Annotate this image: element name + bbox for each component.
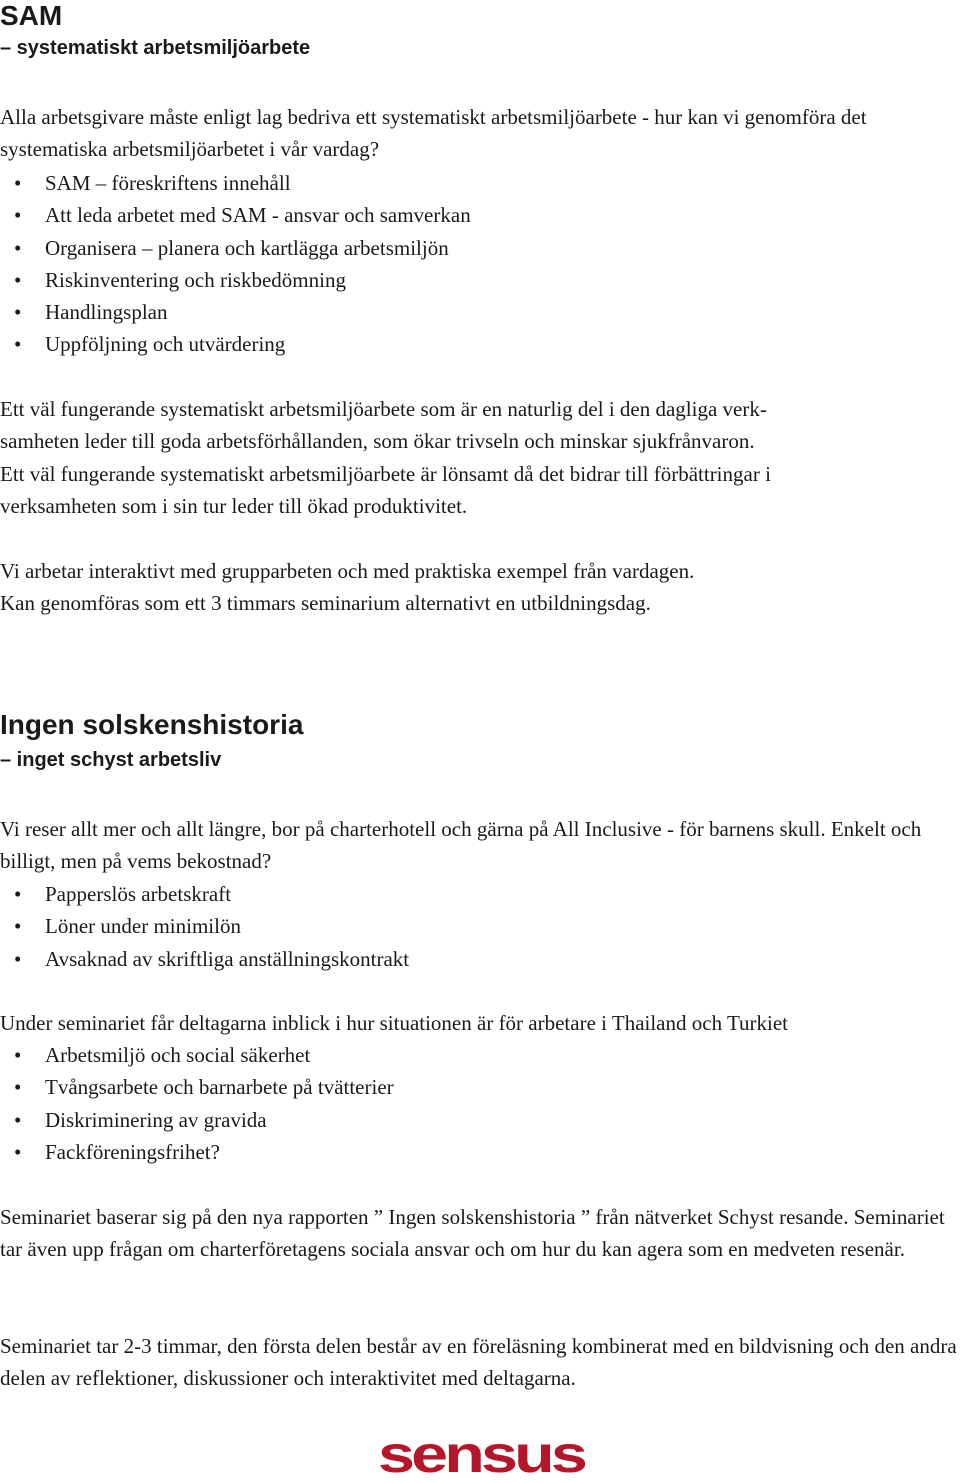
list-item: • SAM – föreskriftens innehåll [0,167,471,199]
list-item: • Löner under minimilön [0,910,409,942]
list-item: • Riskinventering och riskbedömning [0,264,471,296]
bullet-icon: • [14,267,22,292]
section-title-solskenshistoria: Ingen solskenshistoria [0,709,304,740]
bullet-icon: • [14,882,22,906]
bullet-icon: • [14,914,22,939]
bullet-icon: • [14,235,22,260]
bullet-icon: • [14,1043,22,1067]
list-item: • Handlingsplan [0,296,471,328]
section-subtitle-sam: – systematiskt arbetsmiljöarbete [0,37,311,59]
list-item: • Diskriminering av gravida [0,1104,394,1136]
list-item: • Organisera – planera och kartlägga arbetsmiljön [0,232,471,264]
sensus-logo [376,1432,586,1476]
bullet-icon: • [14,203,22,228]
bullet-icon: • [14,1139,22,1164]
seminar-duration-paragraph: Seminariet tar 2-3 timmar, den första delen består av en föreläsning kombinerat med en bildvisning och den andra delen av reflektioner, diskussioner och interaktivitet med deltagarna. [0,1334,957,1391]
bullet-icon: • [14,171,22,195]
sam-benefits-paragraph: Ett väl fungerande systematiskt arbetsmiljöarbete som är en naturlig del i den dagliga verk- samheten leder till goda arbetsförhållanden, som ökar trivseln och minskar sjukfrånvaron. Ett väl fungerande systematiskt arbetsmiljöarbete är lönsamt då det bidrar till förbättringar i verksamheten som i sin tur leder till ökad produktivitet. [0,397,771,518]
labour-issues-list [0,878,409,975]
section-title-sam: SAM [0,0,63,31]
bullet-icon: • [14,332,22,357]
bullet-icon: • [14,300,22,325]
travel-intro-paragraph: Vi reser allt mer och allt längre, bor på charterhotell och gärna på All Inclusive - för barnens skull. Enkelt och billigt, men på vems bekostnad? [0,817,922,874]
list-item: • Arbetsmiljö och social säkerhet [0,1039,394,1071]
seminar-lead-text: Under seminariet får deltagarna inblick i hur situationen är för arbetare i Thailand och Turkiet [0,1011,789,1035]
seminar-report-paragraph: Seminariet baserar sig på den nya rapporten ” Ingen solskenshistoria ” från nätverket Schyst resande. Seminariet tar även upp frågan om charterföretagens sociala ansvar och om hur du kan agera som en medveten resenär. [0,1205,945,1262]
list-item: • Uppföljning och utvärdering [0,328,471,360]
list-item: • Fackföreningsfrihet? [0,1136,394,1168]
bullet-icon: • [14,1075,22,1100]
sam-format-paragraph: Vi arbetar interaktivt med grupparbeten och med praktiska exempel från vardagen. Kan genomföras som ett 3 timmars seminarium alternativt en utbildningsdag. [0,559,695,616]
list-item: • Papperslös arbetskraft [0,878,409,910]
bullet-icon: • [14,946,22,971]
list-item: • Att leda arbetet med SAM - ansvar och samverkan [0,199,471,231]
sam-bullet-list [0,167,471,361]
section-subtitle-solskenshistoria: – inget schyst arbetsliv [0,749,222,771]
sam-intro-paragraph: Alla arbetsgivare måste enligt lag bedriva ett systematiskt arbetsmiljöarbete - hur kan vi genomföra det systematiska arbetsmiljöarbetet i vår vardag? [0,105,867,162]
svg-text:sensus: sensus [378,1432,586,1476]
bullet-icon: • [14,1107,22,1132]
list-item: • Tvångsarbete och barnarbete på tvätterier [0,1071,394,1103]
seminar-topics-list [0,1039,394,1168]
list-item: • Avsaknad av skriftliga anställningskontrakt [0,943,409,975]
